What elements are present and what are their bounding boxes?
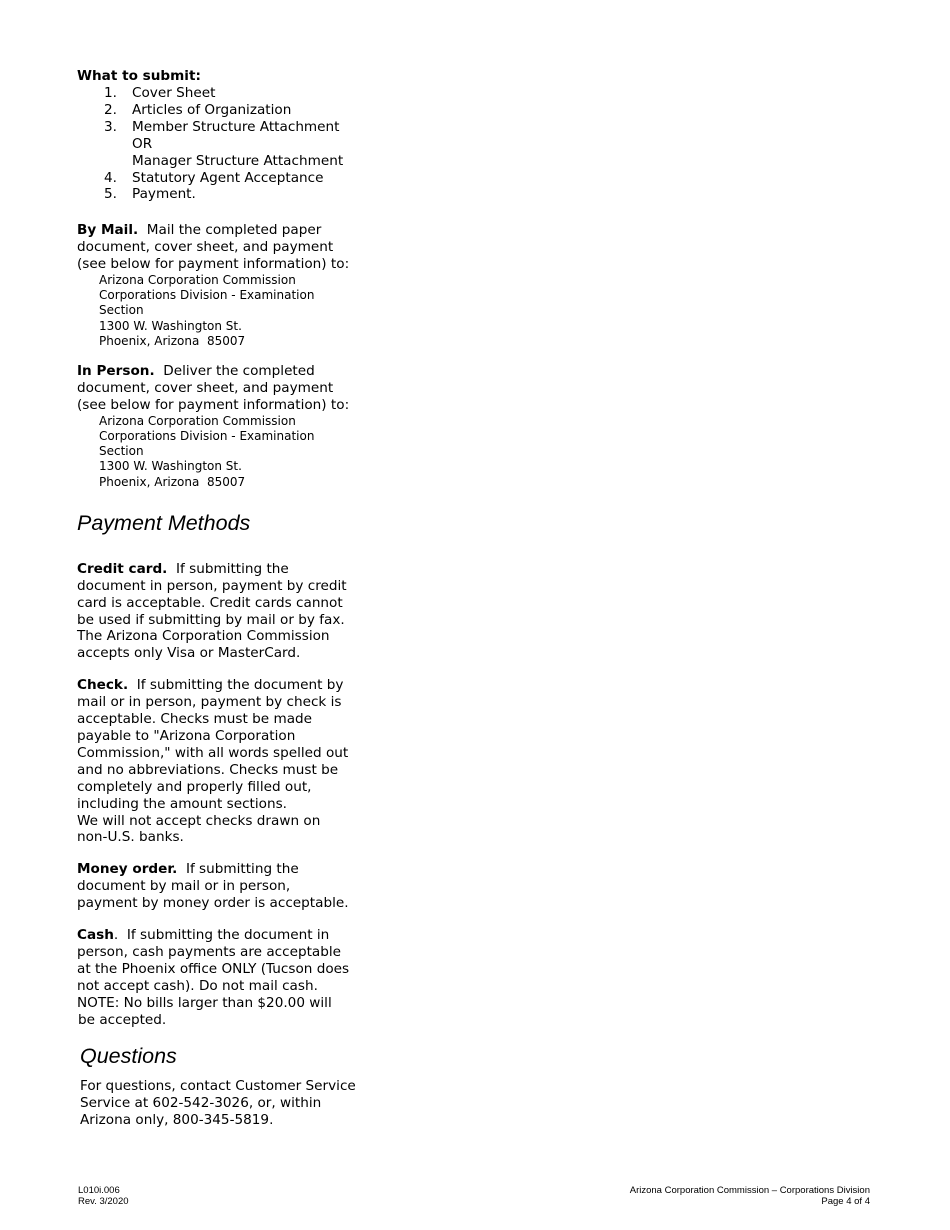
paragraph-line: accepts only Visa or MasterCard. [77,645,301,662]
by-mail-text: document, cover sheet, and payment [77,239,334,256]
payment-methods-heading: Payment Methods [77,510,251,535]
address-line: Corporations Division - Examination Section [99,429,315,459]
credit-card-lead: Credit card. [77,560,168,577]
address-line: Phoenix, Arizona 85007 [99,333,246,348]
paragraph-line: document in person, payment by credit [77,577,347,594]
paragraph-line: Commission," with all words spelled out [77,744,349,761]
by-mail-section [77,222,357,349]
paragraph-line: and no abbreviations. Checks must be [77,761,339,778]
by-mail-text: Mail the completed paper [146,222,322,239]
delivery-address [99,414,357,490]
or-text: OR [132,135,153,152]
questions-heading: Questions [80,1044,177,1069]
paragraph-line: Arizona only, 800-345-5819. [80,1112,274,1129]
revision-date: Rev. 3/2020 [78,1196,129,1207]
in-person-lead: In Person. [77,363,155,380]
submit-items-list [77,85,357,203]
footer-form-info [78,1185,129,1207]
address-line: Arizona Corporation Commission [99,273,296,288]
list-item [77,85,357,102]
questions-paragraph [80,1078,357,1129]
by-mail-lead: By Mail. [77,222,139,239]
paragraph-line: person, cash payments are acceptable [77,943,342,960]
credit-card-paragraph [77,561,347,662]
list-item [77,170,357,187]
form-code: L010i.006 [78,1185,120,1196]
paragraph-line: be accepted. [78,1011,167,1028]
instructions-column [77,68,357,1129]
questions-section [77,1043,357,1129]
paragraph-line: payment by money order is acceptable. [77,895,349,912]
cash-paragraph [77,927,357,1028]
payment-methods-section [77,510,357,1029]
address-line: Corporations Division - Examination Section [99,288,315,318]
paragraph-line: The Arizona Corporation Commission [77,628,330,645]
list-label: Statutory Agent Acceptance [132,169,324,186]
in-person-section [77,363,357,490]
address-line: 1300 W. Washington St. [99,459,242,474]
check-paragraph [77,677,357,846]
mailing-address [99,273,357,349]
paragraph-line: payable to "Arizona Corporation [77,727,296,744]
list-number: 5. [104,186,117,203]
paragraph-line: not accept cash). Do not mail cash. [77,977,318,994]
paragraph-line: Service at 602-542-3026, or, within [80,1095,322,1112]
list-item [77,119,357,136]
list-label: Articles of Organization [132,101,292,118]
money-order-lead: Money order. [77,861,178,878]
in-person-text: (see below for payment information) to: [77,396,350,413]
paragraph-line: If submitting the [176,560,289,577]
list-label: Member Structure Attachment [132,118,340,135]
paragraph-line: If submitting the document by [136,677,344,694]
agency-name: Arizona Corporation Commission – Corporations Division [629,1185,870,1196]
paragraph-line: If submitting the [185,861,299,878]
paragraph-line: at the Phoenix office ONLY (Tucson does [77,960,350,977]
money-order-paragraph [77,861,357,912]
paragraph-line: non-U.S. banks. [77,829,184,846]
address-line: Arizona Corporation Commission [99,413,296,428]
by-mail-text: (see below for payment information) to: [77,256,350,273]
check-lead: Check. [77,677,129,694]
page-number: Page 4 of 4 [821,1196,870,1207]
paragraph-line: NOTE: No bills larger than $20.00 will [77,994,332,1011]
paragraph-line: card is acceptable. Credit cards cannot [77,594,343,611]
address-line: Phoenix, Arizona 85007 [99,474,246,489]
alt-item: Manager Structure Attachment [132,152,344,169]
paragraph-line: be used if submitting by mail or by fax. [77,611,345,628]
paragraph-line: including the amount sections. [77,795,287,812]
list-label: Cover Sheet [132,85,216,101]
list-number: 2. [104,101,117,118]
paragraph-line: document by mail or in person, [77,878,291,895]
paragraph-line: We will not accept checks drawn on [77,812,321,829]
list-number: 1. [104,85,117,101]
in-person-text: Deliver the completed [163,363,315,380]
list-item [77,102,357,119]
paragraph-line: . If submitting the document in [113,927,330,944]
paragraph-line: acceptable. Checks must be made [77,711,313,728]
paragraph-line: For questions, contact Customer Service [80,1078,356,1095]
list-number: 4. [104,169,117,186]
paragraph-line: completely and properly filled out, [77,778,312,795]
footer-page-info [630,1185,870,1207]
in-person-text: document, cover sheet, and payment [77,379,334,396]
list-item [77,186,357,203]
what-to-submit-heading: What to submit: [77,68,201,84]
cash-lead: Cash [77,927,114,944]
what-to-submit-section [77,68,357,203]
list-number: 3. [104,118,117,135]
list-label: Payment. [132,186,196,203]
paragraph-line: mail or in person, payment by check is [77,694,342,711]
address-line: 1300 W. Washington St. [99,318,242,333]
